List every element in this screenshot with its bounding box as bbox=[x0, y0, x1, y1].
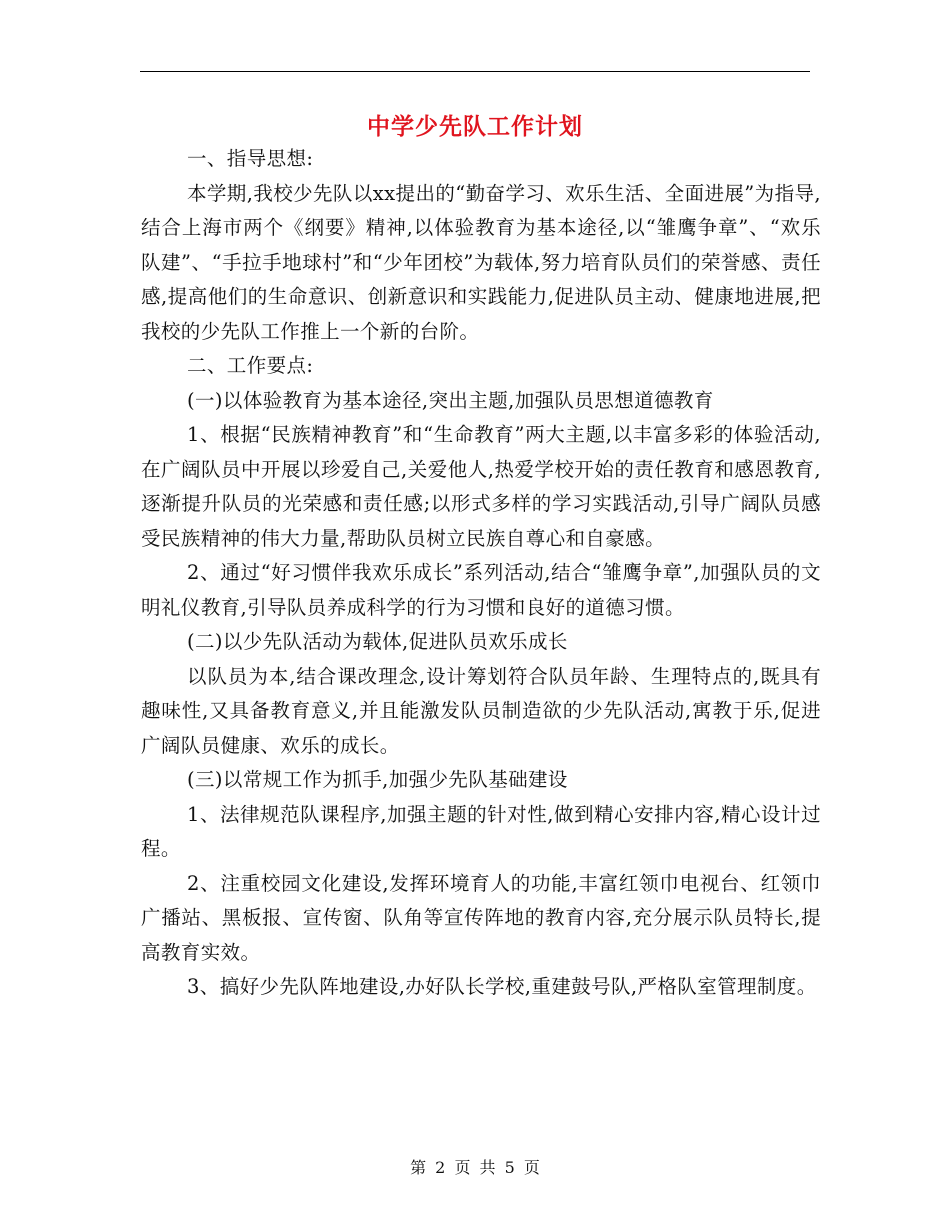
section-heading: 一、指导思想: bbox=[187, 147, 314, 170]
paragraph: 1、根据“民族精神教育”和“生命教育”两大主题,以丰富多彩的体验活动,在广阔队员中开展以珍爱自己,关爱他人,热爱学校开始的责任教育和感恩教育,逐渐提升队员的光荣感和责任感;以形式多样的学习实践活动,引导广阔队员感受民族精神的伟大力量,帮助队员树立民族自尊心和自豪感。 bbox=[141, 423, 821, 550]
paragraph: 本学期,我校少先队以xx提出的“勤奋学习、欢乐生活、全面进展”为指导,结合上海市两个《纲要》精神,以体验教育为基本途径,以“雏鹰争章”、“欢乐队建”、“手拉手地球村”和“少年团校”为载体,努力培育队员们的荣誉感、责任感,提高他们的生命意识、创新意识和实践能力,促进队员主动、健康地进展,把我校的少先队工作推上一个新的台阶。 bbox=[141, 181, 821, 343]
document-body bbox=[141, 142, 821, 1005]
paragraph: 3、搞好少先队阵地建设,办好队长学校,重建鼓号队,严格队室管理制度。 bbox=[187, 975, 817, 998]
paragraph: 2、通过“好习惯伴我欢乐成长”系列活动,结合“雏鹰争章”,加强队员的文明礼仪教育,引导队员养成科学的行为习惯和良好的道德习惯。 bbox=[141, 561, 821, 619]
paragraph: 1、法律规范队课程序,加强主题的针对性,做到精心安排内容,精心设计过程。 bbox=[141, 802, 821, 860]
subsection-heading: (三)以常规工作为抓手,加强少先队基础建设 bbox=[187, 768, 568, 791]
page-number-footer: 第 2 页 共 5 页 bbox=[410, 1158, 540, 1177]
section-heading: 二、工作要点: bbox=[187, 354, 314, 377]
paragraph: 2、注重校园文化建设,发挥环境育人的功能,丰富红领巾电视台、红领巾广播站、黑板报、宣传窗、队角等宣传阵地的教育内容,充分展示队员特长,提高教育实效。 bbox=[141, 871, 821, 964]
document-title: 中学少先队工作计划 bbox=[367, 114, 583, 140]
subsection-heading: (一)以体验教育为基本途径,突出主题,加强队员思想道德教育 bbox=[187, 388, 714, 412]
paragraph: 以队员为本,结合课改理念,设计筹划符合队员年龄、生理特点的,既具有趣味性,又具备教育意义,并且能激发队员制造欲的少先队活动,寓教于乐,促进广阔队员健康、欢乐的成长。 bbox=[141, 664, 821, 757]
header-rule bbox=[140, 71, 810, 72]
subsection-heading: (二)以少先队活动为载体,促进队员欢乐成长 bbox=[187, 630, 568, 653]
